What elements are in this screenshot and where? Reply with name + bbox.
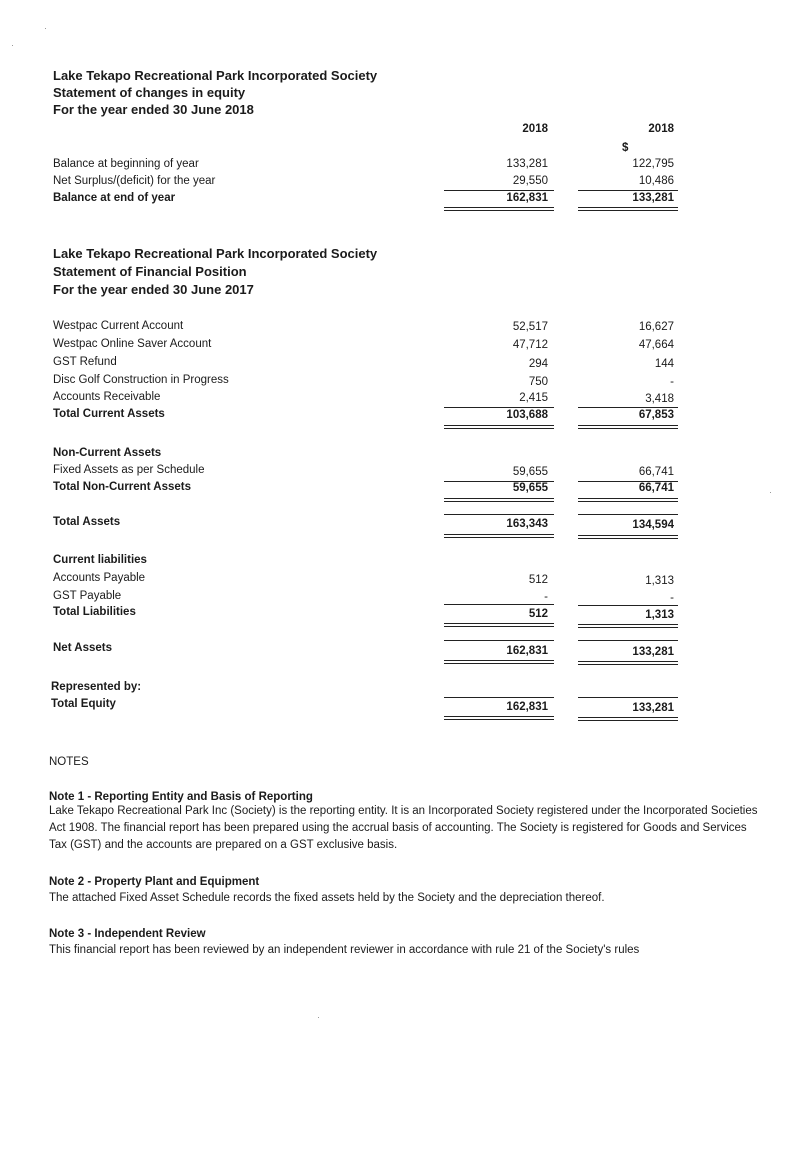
subtotal-rule (578, 697, 678, 698)
total-liabilities-col2: 1,313 (645, 609, 674, 621)
total-double-rule (444, 534, 554, 538)
total-noncurrent-col1: 59,655 (512, 482, 548, 494)
asset-row-col2: 3,418 (645, 393, 674, 405)
equity-col1-year: 2018 (522, 123, 548, 135)
total-double-rule (444, 207, 554, 211)
note-text: Lake Tekapo Recreational Park Inc (Society) is the reporting entity. It is an Incorporated Society registered under the Incorporated Societies Act 1908. The financial report has been prepared using the accrual basis of accounting. The Society is registered for Goods and Services Tax (GST) and the accounts are prepared on a GST exclusive basis. (49, 805, 758, 851)
total-equity-label: Total Equity (51, 698, 116, 710)
subtotal-rule (444, 697, 554, 698)
fixed-assets-col2: 66,741 (638, 466, 674, 478)
gst-payable-col1: - (544, 591, 548, 603)
asset-row-label: Disc Golf Construction in Progress (53, 374, 229, 386)
total-double-rule (578, 624, 678, 628)
equity-row-label: Net Surplus/(deficit) for the year (53, 175, 216, 187)
asset-row-label: Westpac Current Account (53, 320, 184, 332)
asset-row-col1: 750 (528, 376, 548, 388)
asset-row-label: Accounts Receivable (53, 391, 161, 403)
asset-row-label: GST Refund (53, 356, 117, 368)
subtotal-rule (444, 640, 554, 641)
asset-row-col1: 2,415 (519, 392, 548, 404)
position-statement-title: Statement of Financial Position (53, 264, 247, 279)
total-assets-col1: 163,343 (506, 518, 548, 530)
asset-row-col2: 16,627 (638, 321, 674, 333)
total-liabilities-label: Total Liabilities (53, 606, 136, 618)
net-assets-col1: 162,831 (506, 645, 548, 657)
total-double-rule (578, 661, 678, 665)
note-text: The attached Fixed Asset Schedule records the fixed assets held by the Society and the depreciation thereof. (49, 892, 605, 904)
asset-row-col1: 52,517 (512, 321, 548, 333)
total-assets-col2: 134,594 (632, 519, 674, 531)
equity-total-label: Balance at end of year (53, 192, 176, 204)
current-liabilities-heading: Current liabilities (53, 554, 147, 566)
equity-col2-year: 2018 (648, 123, 674, 135)
subtotal-rule (578, 605, 678, 606)
total-equity-col2: 133,281 (632, 702, 674, 714)
scan-speck (770, 492, 771, 493)
asset-row-col2: - (670, 376, 674, 388)
equity-row-value-col2: 122,795 (632, 158, 674, 170)
noncurrent-assets-heading: Non-Current Assets (53, 447, 162, 459)
gst-payable-label: GST Payable (53, 590, 122, 602)
represented-by-label: Represented by: (51, 681, 142, 693)
total-double-rule (578, 535, 678, 539)
equity-total-col2: 133,281 (632, 192, 674, 204)
note-text: This financial report has been reviewed by an independent reviewer in accordance with rule 21 of the Society's rules (49, 944, 640, 956)
fixed-assets-col1: 59,655 (512, 466, 548, 478)
asset-row-label: Westpac Online Saver Account (53, 338, 212, 350)
total-double-rule (444, 623, 554, 627)
total-double-rule (444, 660, 554, 664)
net-assets-col2: 133,281 (632, 646, 674, 658)
note-title: Note 1 - Reporting Entity and Basis of Reporting (49, 791, 313, 803)
notes-heading: NOTES (49, 756, 89, 768)
equity-row-label: Balance at beginning of year (53, 158, 199, 170)
asset-row-col1: 294 (528, 358, 548, 370)
equity-row-value-col2: 10,486 (638, 175, 674, 187)
scan-speck (45, 28, 46, 29)
asset-row-col1: 47,712 (512, 339, 548, 351)
note-title: Note 2 - Property Plant and Equipment (49, 876, 260, 888)
total-double-rule (578, 425, 678, 429)
equity-period: For the year ended 30 June 2018 (53, 102, 254, 117)
total-double-rule (444, 716, 554, 720)
scan-speck (318, 1017, 319, 1018)
note-title: Note 3 - Independent Review (49, 928, 206, 940)
equity-total-col1: 162,831 (506, 192, 548, 204)
fixed-assets-label: Fixed Assets as per Schedule (53, 464, 205, 476)
position-org-name: Lake Tekapo Recreational Park Incorporated Society (53, 246, 378, 261)
total-double-rule (444, 425, 554, 429)
total-assets-label: Total Assets (53, 516, 121, 528)
total-liabilities-col1: 512 (528, 608, 548, 620)
equity-org-name: Lake Tekapo Recreational Park Incorporated Society (53, 68, 378, 83)
position-period: For the year ended 30 June 2017 (53, 282, 254, 297)
net-assets-label: Net Assets (53, 642, 113, 654)
total-noncurrent-col2: 66,741 (638, 482, 674, 494)
equity-col2-currency: $ (622, 142, 629, 154)
equity-row-value-col1: 133,281 (506, 158, 548, 170)
accounts-payable-col1: 512 (528, 574, 548, 586)
total-double-rule (578, 717, 678, 721)
total-current-assets-col2: 67,853 (638, 409, 674, 421)
total-equity-col1: 162,831 (506, 701, 548, 713)
total-double-rule (578, 207, 678, 211)
subtotal-rule (578, 514, 678, 515)
accounts-payable-col2: 1,313 (645, 575, 674, 587)
asset-row-col2: 47,664 (638, 339, 674, 351)
scan-speck (12, 45, 13, 46)
subtotal-rule (444, 514, 554, 515)
total-double-rule (578, 498, 678, 502)
total-noncurrent-label: Total Non-Current Assets (53, 481, 192, 493)
total-double-rule (444, 498, 554, 502)
subtotal-rule (444, 604, 554, 605)
accounts-payable-label: Accounts Payable (53, 572, 146, 584)
total-current-assets-label: Total Current Assets (53, 408, 165, 420)
subtotal-rule (578, 640, 678, 641)
equity-row-value-col1: 29,550 (512, 175, 548, 187)
asset-row-col2: 144 (654, 358, 674, 370)
total-current-assets-col1: 103,688 (506, 409, 548, 421)
gst-payable-col2: - (670, 592, 674, 604)
equity-statement-title: Statement of changes in equity (53, 85, 246, 100)
